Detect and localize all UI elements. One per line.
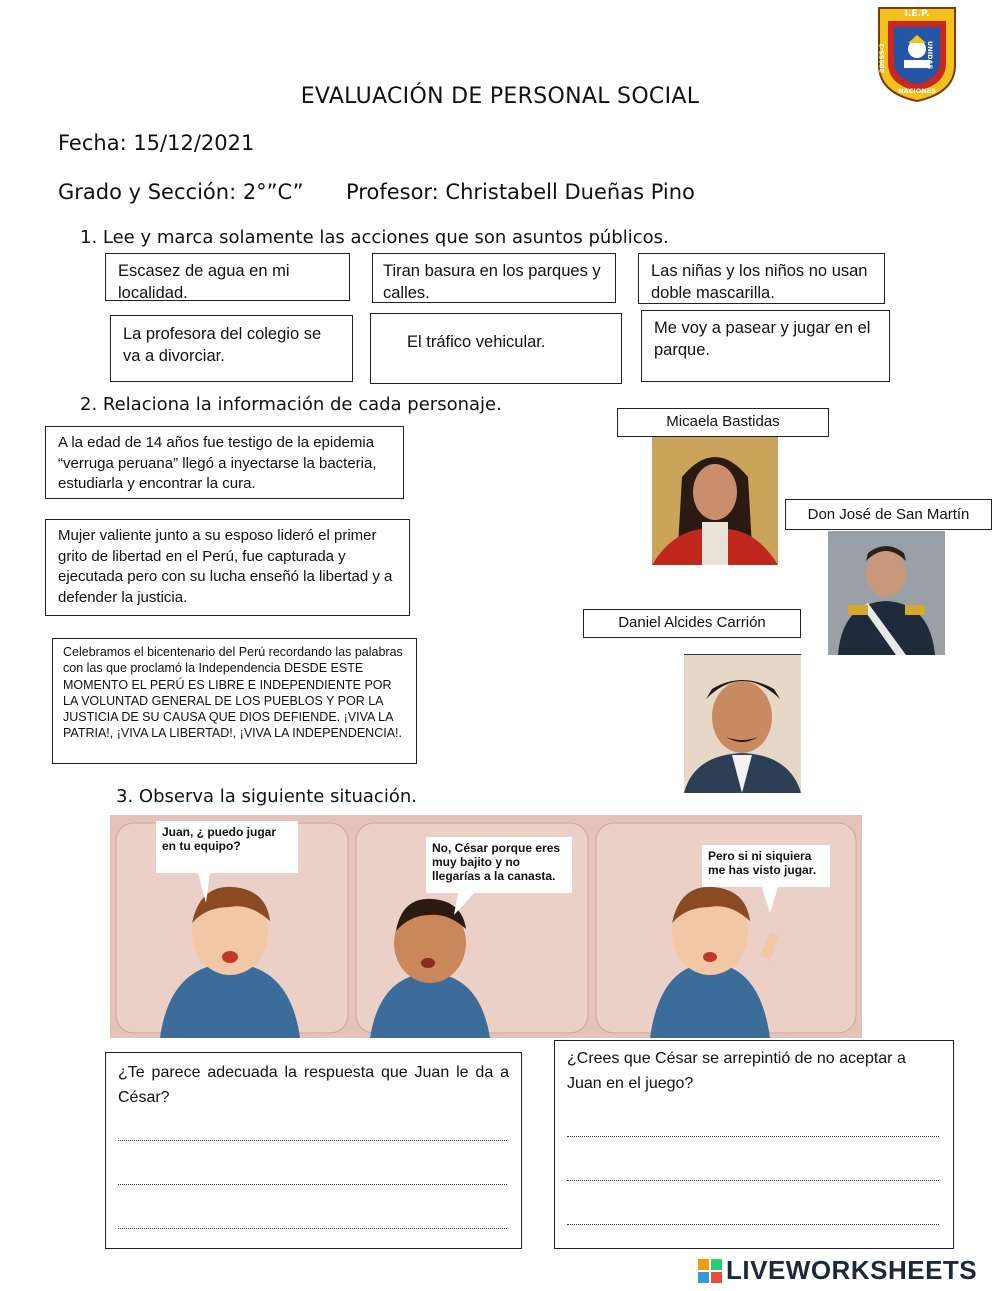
logo-top-text: I.E.P. xyxy=(904,9,930,19)
answer-line[interactable] xyxy=(118,1183,507,1185)
q3-prompt: 3. Observa la siguiente situación. xyxy=(116,786,417,807)
q2-description-3[interactable] xyxy=(52,638,417,764)
q1-option-4[interactable] xyxy=(110,315,353,382)
q2-description-1[interactable] xyxy=(45,426,404,499)
q1-option-text: Tiran basura en los parques y calles. xyxy=(383,262,601,302)
logo-right-text: UNIDAS xyxy=(926,41,934,70)
grade-label: Grado y Sección: 2°”C” xyxy=(58,180,304,204)
q2-description-text: A la edad de 14 años fue testigo de la epidemia “verruga peruana” llegó a inyectarse la bacteria, estudiarla y encontrar la cura. xyxy=(58,434,377,492)
q1-option-text: Escasez de agua en mi localidad. xyxy=(118,262,290,301)
footer-brand: LIVEWORKSHEETS xyxy=(726,1255,978,1285)
q1-option-text: El tráfico vehicular. xyxy=(407,333,546,351)
q1-option-3[interactable] xyxy=(638,253,885,304)
comic-bubble-3: Pero si ni siquiera me has visto jugar. xyxy=(702,845,830,887)
answer-line[interactable] xyxy=(118,1227,507,1229)
liveworksheets-logo-icon xyxy=(698,1259,722,1283)
answer-line[interactable] xyxy=(567,1179,939,1181)
q1-option-2[interactable] xyxy=(372,253,616,303)
teacher-label: Profesor: Christabell Dueñas Pino xyxy=(346,180,695,204)
logo-left-text: 20955-2 xyxy=(878,43,886,73)
q1-option-6[interactable] xyxy=(641,310,890,382)
q1-option-5[interactable] xyxy=(370,313,622,384)
portrait-jose-de-san-martin[interactable] xyxy=(828,531,945,655)
answer-box-right[interactable] xyxy=(554,1040,954,1249)
q2-description-text: Mujer valiente junto a su esposo lideró el primer grito de libertad en el Perú, fue capturada y ejecutada pero con su lucha enseñó la libertad y a defender la justicia. xyxy=(58,527,393,606)
q1-option-text: Las niñas y los niños no usan doble mascarilla. xyxy=(651,262,868,302)
answer-line[interactable] xyxy=(567,1135,939,1137)
portrait-daniel-alcides-carrion[interactable] xyxy=(684,654,801,793)
q2-description-text: Celebramos el bicentenario del Perú recordando las palabras con las que proclamó la Independencia DESDE ESTE MOMENTO EL PERÚ ES LIBRE E INDEPENDIENTE POR LA VOLUNTAD GENERAL DE LOS PUEBLOS Y POR LA JUSTICIA DE SU CAUSA QUE DIOS DEFIENDE. ¡VIVA LA PATRIA!, ¡VIVA LA LIBERTAD!, ¡VIVA LA INDEPENDENCIA!. xyxy=(63,645,403,741)
answer-line[interactable] xyxy=(118,1139,507,1141)
q1-option-1[interactable] xyxy=(105,253,350,301)
question-left-text: ¿Te parece adecuada la respuesta que Juan le da a César? xyxy=(118,1064,509,1106)
q1-prompt: 1. Lee y marca solamente las acciones que son asuntos públicos. xyxy=(80,227,669,248)
comic-bubble-1: Juan, ¿ puedo jugar en tu equipo? xyxy=(156,821,298,873)
name-micaela-bastidas[interactable]: Micaela Bastidas xyxy=(617,408,829,437)
q1-option-text: La profesora del colegio se va a divorciar. xyxy=(123,325,322,365)
answer-line[interactable] xyxy=(567,1223,939,1225)
comic-bubble-2: No, César porque eres muy bajito y no llegarías a la canasta. xyxy=(426,837,572,893)
comic-strip xyxy=(110,815,862,1038)
page-title: EVALUACIÓN DE PERSONAL SOCIAL xyxy=(300,84,700,109)
name-daniel-alcides-carrion[interactable]: Daniel Alcides Carrión xyxy=(583,609,801,638)
logo-bottom-text: NACIONES xyxy=(898,87,936,95)
name-jose-de-san-martin[interactable]: Don José de San Martín xyxy=(785,499,992,530)
question-right-text: ¿Crees que César se arrepintió de no aceptar a Juan en el juego? xyxy=(567,1050,906,1092)
portrait-micaela-bastidas[interactable] xyxy=(652,437,778,565)
date-label: Fecha: 15/12/2021 xyxy=(58,131,255,155)
answer-box-left[interactable] xyxy=(105,1052,522,1249)
q2-description-2[interactable] xyxy=(45,519,410,616)
q2-prompt: 2. Relaciona la información de cada personaje. xyxy=(80,394,502,415)
q1-option-text: Me voy a pasear y jugar en el parque. xyxy=(654,319,871,359)
